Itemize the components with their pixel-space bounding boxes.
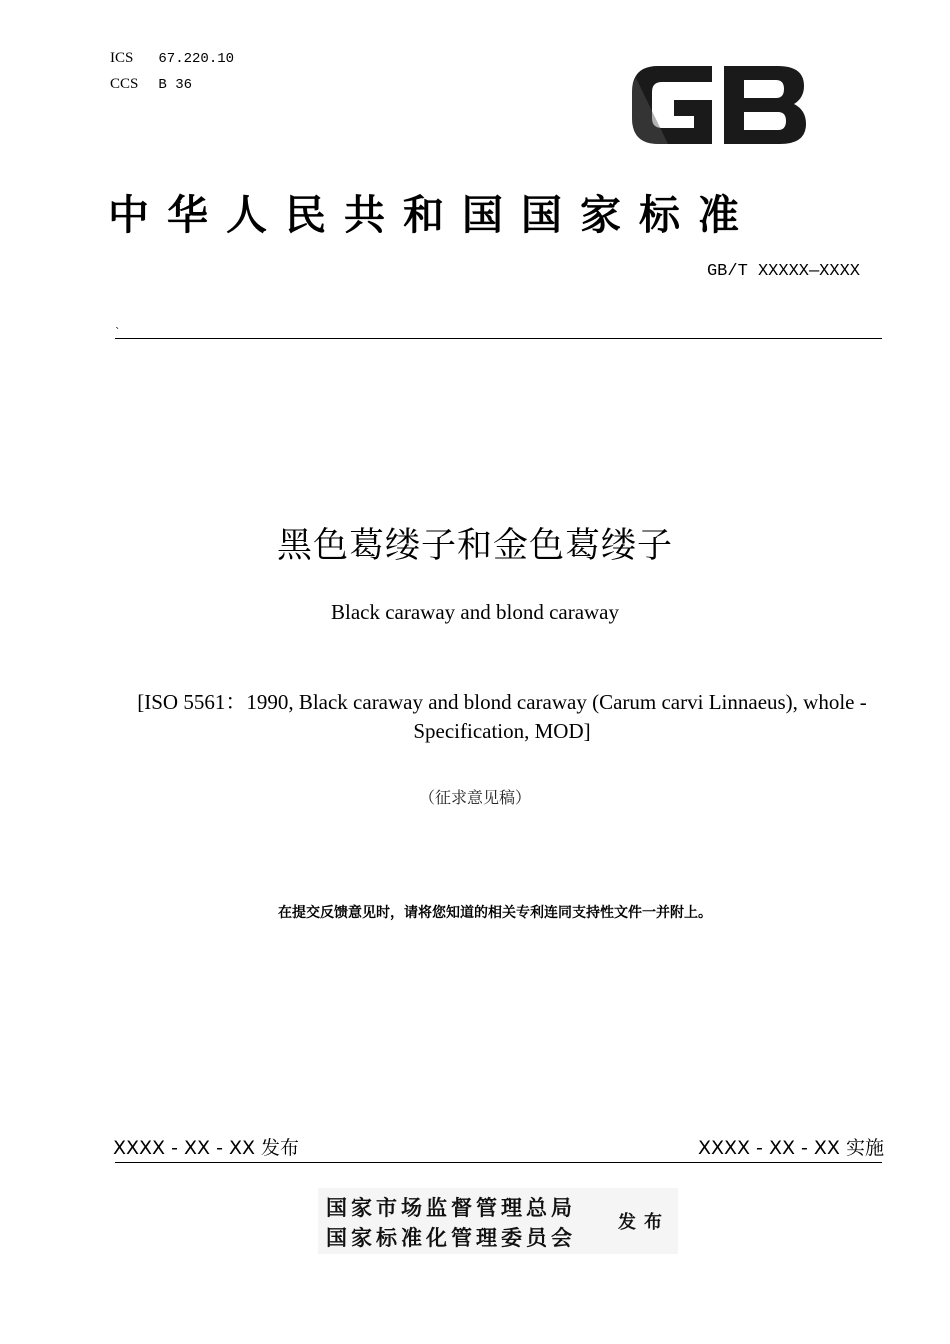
standard-number: GB/T XXXXX—XXXX bbox=[706, 262, 860, 281]
draft-status: （征求意见稿） bbox=[418, 788, 531, 807]
classification-codes bbox=[110, 46, 234, 98]
iso-reference-line2: Specification, MOD] bbox=[413, 719, 591, 743]
patent-notice: 在提交反馈意见时，请将您知道的相关专利连同支持性文件一并附上。 bbox=[278, 905, 712, 921]
iso-reference bbox=[112, 688, 892, 746]
ccs-label: CCS bbox=[110, 76, 139, 92]
ccs-value: B 36 bbox=[158, 77, 193, 93]
iso-reference-line1: [ISO 5561：1990, Black caraway and blond caraway (Carum carvi Linnaeus), whole - bbox=[137, 690, 867, 714]
implement-date: XXXX - XX - XX 实施 bbox=[697, 1137, 884, 1159]
bottom-divider bbox=[115, 1162, 882, 1163]
title-chinese: 黑色葛缕子和金色葛缕子 bbox=[276, 526, 673, 566]
issue-word: 发布 bbox=[618, 1212, 670, 1233]
ics-row bbox=[110, 46, 234, 72]
ics-label: ICS bbox=[110, 50, 134, 66]
publish-date: XXXX - XX - XX 发布 bbox=[113, 1137, 300, 1159]
issuer-samr: 国家市场监督管理总局 bbox=[326, 1195, 576, 1220]
title-english: Black caraway and blond caraway bbox=[330, 600, 620, 624]
ics-value: 67.220.10 bbox=[158, 51, 235, 67]
national-standard-heading: 中华人民共和国国家标准 bbox=[108, 191, 757, 239]
backtick-mark: ` bbox=[115, 326, 121, 339]
top-divider bbox=[115, 338, 882, 339]
issuer-block bbox=[318, 1188, 678, 1254]
ccs-row bbox=[110, 72, 234, 98]
issuer-sac: 国家标准化管理委员会 bbox=[326, 1225, 576, 1250]
gb-logo bbox=[628, 58, 810, 150]
